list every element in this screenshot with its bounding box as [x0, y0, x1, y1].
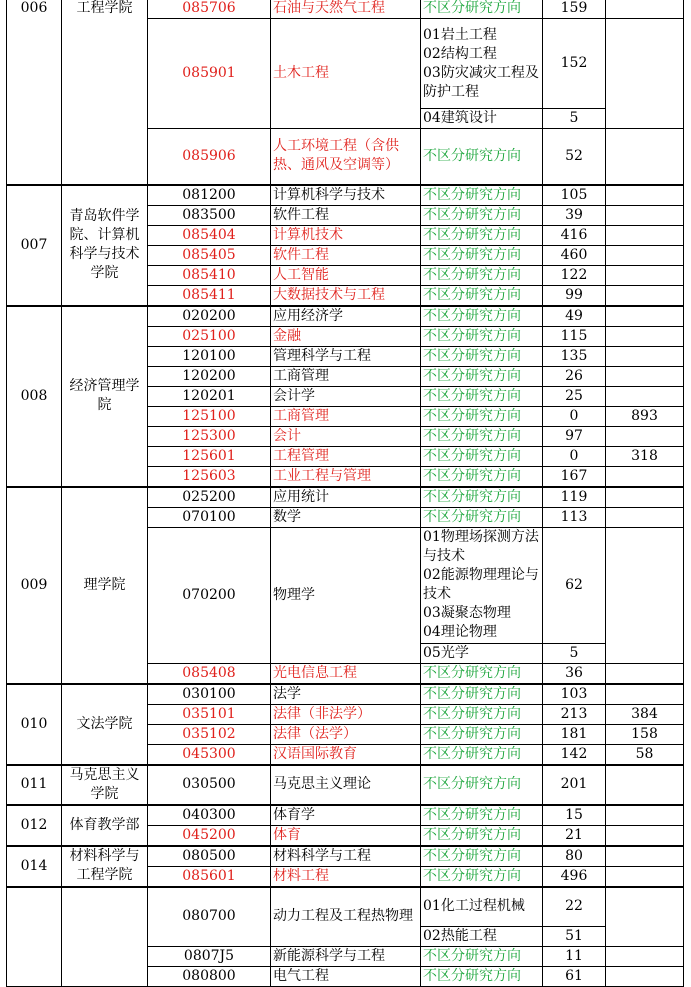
research-direction: 不区分研究方向 — [421, 947, 543, 967]
college-name: 青岛软件学院、计算机科学与技术学院 — [62, 185, 148, 306]
major-code: 125300 — [148, 426, 271, 446]
plan-count: 22 — [543, 887, 606, 927]
major-name: 金融 — [271, 326, 421, 346]
plan-count: 99 — [543, 285, 606, 306]
college-code: 006 — [7, 0, 62, 185]
college-code: 010 — [7, 684, 62, 765]
table-row — [7, 306, 684, 327]
plan-count: 213 — [543, 704, 606, 724]
major-name: 材料科学与工程 — [271, 846, 421, 867]
table-row — [7, 765, 684, 805]
research-direction: 不区分研究方向 — [421, 765, 543, 805]
extra-count — [606, 487, 684, 508]
extra-count — [606, 663, 684, 684]
major-code: 085404 — [148, 225, 271, 245]
college-name — [62, 887, 148, 987]
extra-count — [606, 507, 684, 527]
plan-count: 5 — [543, 109, 606, 129]
extra-count — [606, 346, 684, 366]
major-name: 应用统计 — [271, 487, 421, 508]
plan-count: 152 — [543, 19, 606, 109]
table-row — [7, 805, 684, 826]
plan-count: 51 — [543, 927, 606, 947]
plan-count: 11 — [543, 947, 606, 967]
major-name: 法律（法学） — [271, 724, 421, 744]
research-direction: 不区分研究方向 — [421, 205, 543, 225]
major-code: 085901 — [148, 19, 271, 129]
research-direction: 不区分研究方向 — [421, 406, 543, 426]
major-code: 035102 — [148, 724, 271, 744]
extra-count — [606, 846, 684, 867]
major-code: 085410 — [148, 265, 271, 285]
research-direction: 不区分研究方向 — [421, 967, 543, 987]
table-body — [7, 0, 684, 987]
major-code: 125601 — [148, 446, 271, 466]
major-code: 085411 — [148, 285, 271, 306]
major-name: 石油与天然气工程 — [271, 0, 421, 19]
major-name: 工商管理 — [271, 406, 421, 426]
college-code: 009 — [7, 487, 62, 684]
enrollment-table — [6, 0, 684, 987]
plan-count: 52 — [543, 129, 606, 185]
major-name: 应用经济学 — [271, 306, 421, 327]
plan-count: 61 — [543, 967, 606, 987]
plan-count: 80 — [543, 846, 606, 867]
extra-count — [606, 765, 684, 805]
major-code: 085408 — [148, 663, 271, 684]
research-direction: 不区分研究方向 — [421, 306, 543, 327]
research-direction: 不区分研究方向 — [421, 466, 543, 487]
college-code: 008 — [7, 306, 62, 487]
research-direction: 01物理场探测方法与技术 02能源物理理论与技术 03凝聚态物理 04理论物理 — [421, 527, 543, 643]
plan-count: 0 — [543, 406, 606, 426]
plan-count: 0 — [543, 446, 606, 466]
extra-count — [606, 825, 684, 846]
plan-count: 142 — [543, 744, 606, 765]
research-direction: 04建筑设计 — [421, 109, 543, 129]
extra-count — [606, 0, 684, 19]
major-code: 085405 — [148, 245, 271, 265]
college-name: 经济管理学院 — [62, 306, 148, 487]
major-name: 工程管理 — [271, 446, 421, 466]
major-name: 法律（非法学） — [271, 704, 421, 724]
plan-count: 21 — [543, 825, 606, 846]
college-name: 马克思主义学院 — [62, 765, 148, 805]
extra-count — [606, 185, 684, 206]
plan-count: 122 — [543, 265, 606, 285]
extra-count — [606, 967, 684, 987]
research-direction: 不区分研究方向 — [421, 744, 543, 765]
table-row — [7, 0, 684, 19]
major-code: 080500 — [148, 846, 271, 867]
plan-count: 39 — [543, 205, 606, 225]
research-direction: 不区分研究方向 — [421, 704, 543, 724]
research-direction: 01岩土工程 02结构工程 03防灾减灾工程及防护工程 — [421, 19, 543, 109]
plan-count: 135 — [543, 346, 606, 366]
table-row — [7, 185, 684, 206]
major-name: 人工智能 — [271, 265, 421, 285]
extra-count — [606, 426, 684, 446]
research-direction: 不区分研究方向 — [421, 386, 543, 406]
college-code: 011 — [7, 765, 62, 805]
college-code: 014 — [7, 846, 62, 887]
major-code: 085906 — [148, 129, 271, 185]
major-name: 物理学 — [271, 527, 421, 663]
table-row — [7, 487, 684, 508]
research-direction: 不区分研究方向 — [421, 663, 543, 684]
plan-count: 167 — [543, 466, 606, 487]
major-name: 材料工程 — [271, 866, 421, 887]
extra-count — [606, 129, 684, 185]
extra-count — [606, 306, 684, 327]
extra-count — [606, 527, 684, 663]
major-name: 计算机技术 — [271, 225, 421, 245]
research-direction: 不区分研究方向 — [421, 507, 543, 527]
major-name: 汉语国际教育 — [271, 744, 421, 765]
plan-count: 159 — [543, 0, 606, 19]
major-code: 120201 — [148, 386, 271, 406]
major-code: 045300 — [148, 744, 271, 765]
table-row — [7, 846, 684, 867]
research-direction: 02热能工程 — [421, 927, 543, 947]
major-name: 管理科学与工程 — [271, 346, 421, 366]
research-direction: 不区分研究方向 — [421, 366, 543, 386]
major-code: 040300 — [148, 805, 271, 826]
major-code: 085601 — [148, 866, 271, 887]
extra-count — [606, 326, 684, 346]
plan-count: 416 — [543, 225, 606, 245]
major-code: 081200 — [148, 185, 271, 206]
major-code: 025100 — [148, 326, 271, 346]
research-direction: 01化工过程机械 — [421, 887, 543, 927]
major-name: 大数据技术与工程 — [271, 285, 421, 306]
extra-count: 158 — [606, 724, 684, 744]
extra-count — [606, 265, 684, 285]
college-name: 工程学院 — [62, 0, 148, 185]
extra-count — [606, 866, 684, 887]
major-code: 070200 — [148, 527, 271, 663]
research-direction: 不区分研究方向 — [421, 487, 543, 508]
major-code: 120100 — [148, 346, 271, 366]
college-name: 材料科学与工程学院 — [62, 846, 148, 887]
college-name: 体育教学部 — [62, 805, 148, 846]
extra-count: 58 — [606, 744, 684, 765]
extra-count: 384 — [606, 704, 684, 724]
major-code: 045200 — [148, 825, 271, 846]
plan-count: 460 — [543, 245, 606, 265]
major-name: 数学 — [271, 507, 421, 527]
research-direction: 不区分研究方向 — [421, 129, 543, 185]
research-direction: 不区分研究方向 — [421, 285, 543, 306]
plan-count: 5 — [543, 643, 606, 663]
major-name: 体育学 — [271, 805, 421, 826]
major-code: 080700 — [148, 887, 271, 947]
major-name: 人工环境工程（含供热、通风及空调等） — [271, 129, 421, 185]
research-direction: 不区分研究方向 — [421, 446, 543, 466]
college-name: 理学院 — [62, 487, 148, 684]
extra-count — [606, 466, 684, 487]
plan-count: 103 — [543, 684, 606, 705]
plan-count: 201 — [543, 765, 606, 805]
plan-count: 115 — [543, 326, 606, 346]
major-name: 土木工程 — [271, 19, 421, 129]
major-code: 070100 — [148, 507, 271, 527]
extra-count: 318 — [606, 446, 684, 466]
major-code: 020200 — [148, 306, 271, 327]
college-code — [7, 887, 62, 987]
extra-count — [606, 947, 684, 967]
major-code: 125603 — [148, 466, 271, 487]
research-direction: 不区分研究方向 — [421, 0, 543, 19]
research-direction: 不区分研究方向 — [421, 265, 543, 285]
extra-count — [606, 805, 684, 826]
extra-count — [606, 285, 684, 306]
extra-count — [606, 684, 684, 705]
major-code: 0807J5 — [148, 947, 271, 967]
major-name: 软件工程 — [271, 205, 421, 225]
major-name: 软件工程 — [271, 245, 421, 265]
major-code: 025200 — [148, 487, 271, 508]
extra-count — [606, 366, 684, 386]
major-name: 马克思主义理论 — [271, 765, 421, 805]
major-name: 新能源科学与工程 — [271, 947, 421, 967]
major-name: 动力工程及工程热物理 — [271, 887, 421, 947]
plan-count: 49 — [543, 306, 606, 327]
extra-count — [606, 386, 684, 406]
research-direction: 不区分研究方向 — [421, 866, 543, 887]
research-direction: 不区分研究方向 — [421, 684, 543, 705]
college-name: 文法学院 — [62, 684, 148, 765]
major-name: 光电信息工程 — [271, 663, 421, 684]
extra-count — [606, 245, 684, 265]
plan-count: 181 — [543, 724, 606, 744]
major-name: 会计 — [271, 426, 421, 446]
research-direction: 不区分研究方向 — [421, 346, 543, 366]
research-direction: 不区分研究方向 — [421, 805, 543, 826]
major-name: 会计学 — [271, 386, 421, 406]
major-code: 120200 — [148, 366, 271, 386]
research-direction: 不区分研究方向 — [421, 326, 543, 346]
major-code: 030100 — [148, 684, 271, 705]
extra-count: 893 — [606, 406, 684, 426]
major-name: 工业工程与管理 — [271, 466, 421, 487]
major-code: 125100 — [148, 406, 271, 426]
college-code: 012 — [7, 805, 62, 846]
extra-count — [606, 225, 684, 245]
table-row — [7, 684, 684, 705]
plan-count: 496 — [543, 866, 606, 887]
research-direction: 不区分研究方向 — [421, 724, 543, 744]
research-direction: 不区分研究方向 — [421, 825, 543, 846]
plan-count: 105 — [543, 185, 606, 206]
plan-count: 36 — [543, 663, 606, 684]
major-code: 083500 — [148, 205, 271, 225]
table-row — [7, 887, 684, 927]
major-code: 080800 — [148, 967, 271, 987]
extra-count — [606, 19, 684, 129]
college-code: 007 — [7, 185, 62, 306]
extra-count — [606, 887, 684, 947]
plan-count: 113 — [543, 507, 606, 527]
research-direction: 05光学 — [421, 643, 543, 663]
plan-count: 15 — [543, 805, 606, 826]
major-code: 035101 — [148, 704, 271, 724]
plan-count: 119 — [543, 487, 606, 508]
research-direction: 不区分研究方向 — [421, 185, 543, 206]
major-name: 工商管理 — [271, 366, 421, 386]
research-direction: 不区分研究方向 — [421, 225, 543, 245]
plan-count: 26 — [543, 366, 606, 386]
major-name: 计算机科学与技术 — [271, 185, 421, 206]
research-direction: 不区分研究方向 — [421, 426, 543, 446]
major-name: 法学 — [271, 684, 421, 705]
plan-count: 97 — [543, 426, 606, 446]
extra-count — [606, 205, 684, 225]
major-name: 体育 — [271, 825, 421, 846]
research-direction: 不区分研究方向 — [421, 846, 543, 867]
major-code: 085706 — [148, 0, 271, 19]
plan-count: 62 — [543, 527, 606, 643]
research-direction: 不区分研究方向 — [421, 245, 543, 265]
plan-count: 25 — [543, 386, 606, 406]
major-name: 电气工程 — [271, 967, 421, 987]
major-code: 030500 — [148, 765, 271, 805]
